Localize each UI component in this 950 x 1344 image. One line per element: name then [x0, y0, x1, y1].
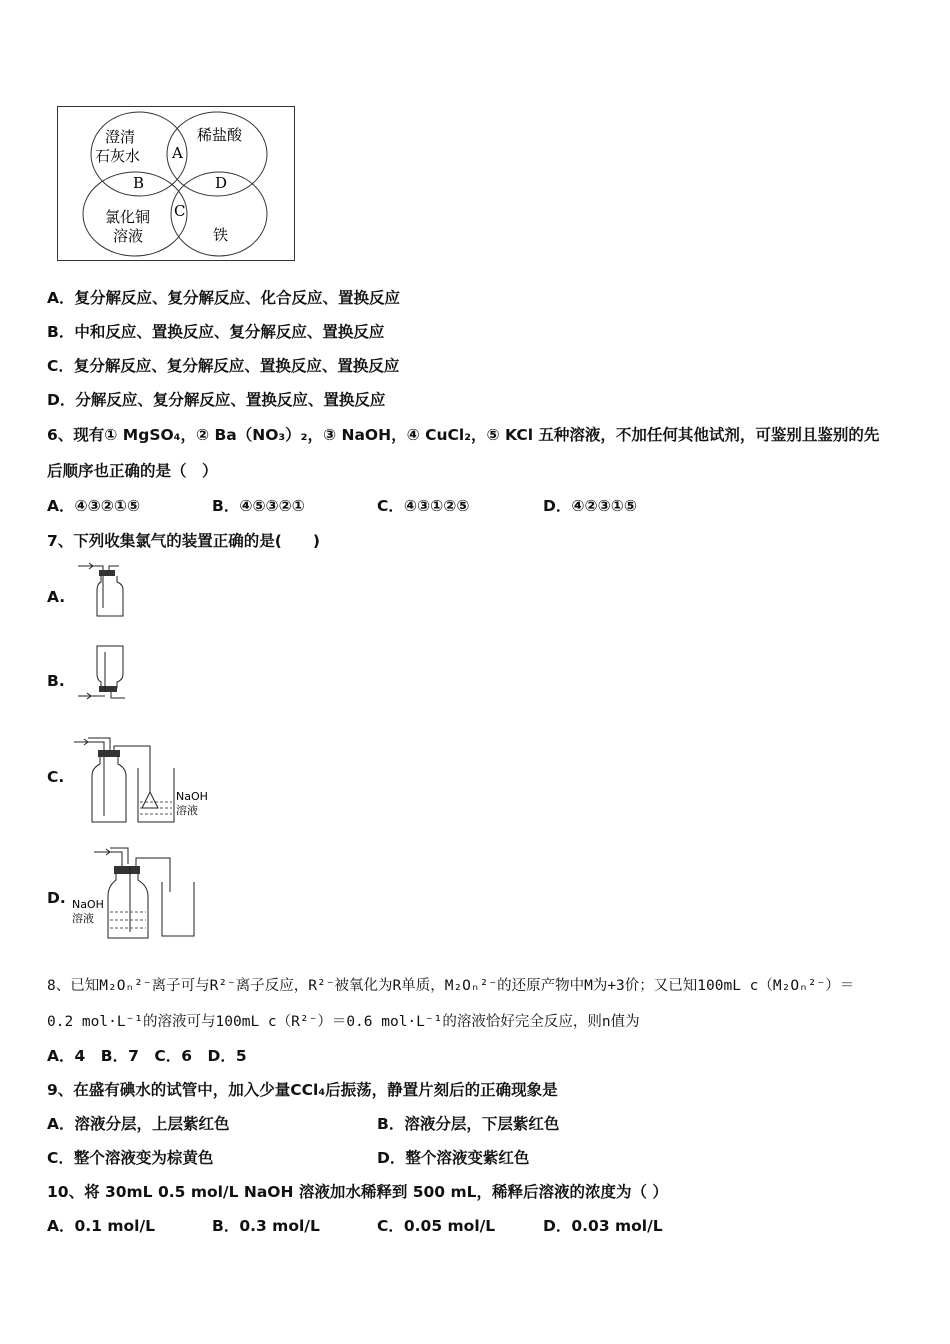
q7-option-b: B.	[47, 672, 65, 690]
q10-option-d: D．0.03 mol/L	[543, 1217, 663, 1235]
q7-option-a: A.	[47, 588, 66, 606]
q6-option-a: A．④③②①⑤	[47, 497, 141, 515]
venn-region: A	[172, 144, 183, 162]
q10-stem: 10、将 30mL 0.5 mol/L NaOH 溶液加水稀释到 500 mL，稀释后溶液的浓度为（ ）	[47, 1183, 668, 1201]
q5-option-b: B．中和反应、置换反应、复分解反应、置换反应	[47, 323, 385, 341]
venn-label: 石灰水	[95, 147, 141, 165]
q8-stem-line1: 8、已知M₂Oₙ²⁻离子可与R²⁻离子反应，R²⁻被氧化为R单质，M₂Oₙ²⁻的还原产物中M为+3价；又已知100mL c（M₂Oₙ²⁻）＝	[47, 978, 855, 994]
q8-stem-line2: 0.2 mol·L⁻¹的溶液可与100mL c（R²⁻）＝0.6 mol·L⁻¹的溶液恰好完全反应，则n值为	[47, 1014, 640, 1030]
q10-option-c: C．0.05 mol/L	[377, 1217, 496, 1235]
q7-option-d: D.	[47, 889, 66, 907]
q8-options: A．4 B．7 C．6 D．5	[47, 1047, 247, 1065]
q7-stem: 7、下列收集氯气的装置正确的是( )	[47, 532, 320, 550]
q6-option-b: B．④⑤③②①	[212, 497, 305, 515]
apparatus-a-figure	[75, 560, 130, 618]
q5-option-d: D．分解反应、复分解反应、置换反应、置换反应	[47, 391, 386, 409]
venn-label: 稀盐酸	[197, 126, 243, 144]
venn-diagram	[57, 106, 295, 262]
solution-label: 溶液	[72, 912, 94, 925]
q10-option-a: A．0.1 mol/L	[47, 1217, 156, 1235]
venn-label: 溶液	[113, 227, 144, 245]
venn-region: B	[133, 174, 145, 192]
apparatus-d-figure	[70, 842, 205, 942]
q9-option-d: D．整个溶液变紫红色	[377, 1149, 530, 1167]
venn-region: C	[174, 202, 186, 220]
q9-option-b: B．溶液分层，下层紫红色	[377, 1115, 560, 1133]
q9-option-c: C．整个溶液变为棕黄色	[47, 1149, 214, 1167]
q6-stem-line2: 后顺序也正确的是（ ）	[47, 462, 218, 480]
apparatus-c-figure	[70, 732, 220, 827]
q5-option-a: A．复分解反应、复分解反应、化合反应、置换反应	[47, 289, 400, 307]
q7-option-c: C.	[47, 768, 65, 786]
solution-label: 溶液	[176, 804, 198, 817]
q5-option-c: C．复分解反应、复分解反应、置换反应、置换反应	[47, 357, 400, 375]
naoh-label: NaOH	[72, 898, 104, 911]
q6-stem-line1: 6、现有① MgSO₄，② Ba（NO₃）₂，③ NaOH，④ CuCl₂，⑤ KCl 五种溶液，不加任何其他试剂，可鉴别且鉴别的先	[47, 426, 880, 444]
venn-region: D	[215, 174, 228, 192]
naoh-label: NaOH	[176, 790, 208, 803]
venn-label: 澄清	[105, 128, 136, 146]
apparatus-b-figure	[75, 644, 130, 702]
q9-option-a: A．溶液分层，上层紫红色	[47, 1115, 230, 1133]
q9-stem: 9、在盛有碘水的试管中，加入少量CCl₄后振荡，静置片刻后的正确现象是	[47, 1081, 558, 1099]
venn-label: 氯化铜	[105, 208, 151, 226]
q10-option-b: B．0.3 mol/L	[212, 1217, 320, 1235]
q6-option-d: D．④②③①⑤	[543, 497, 637, 515]
q6-option-c: C．④③①②⑤	[377, 497, 470, 515]
venn-label: 铁	[213, 226, 229, 244]
